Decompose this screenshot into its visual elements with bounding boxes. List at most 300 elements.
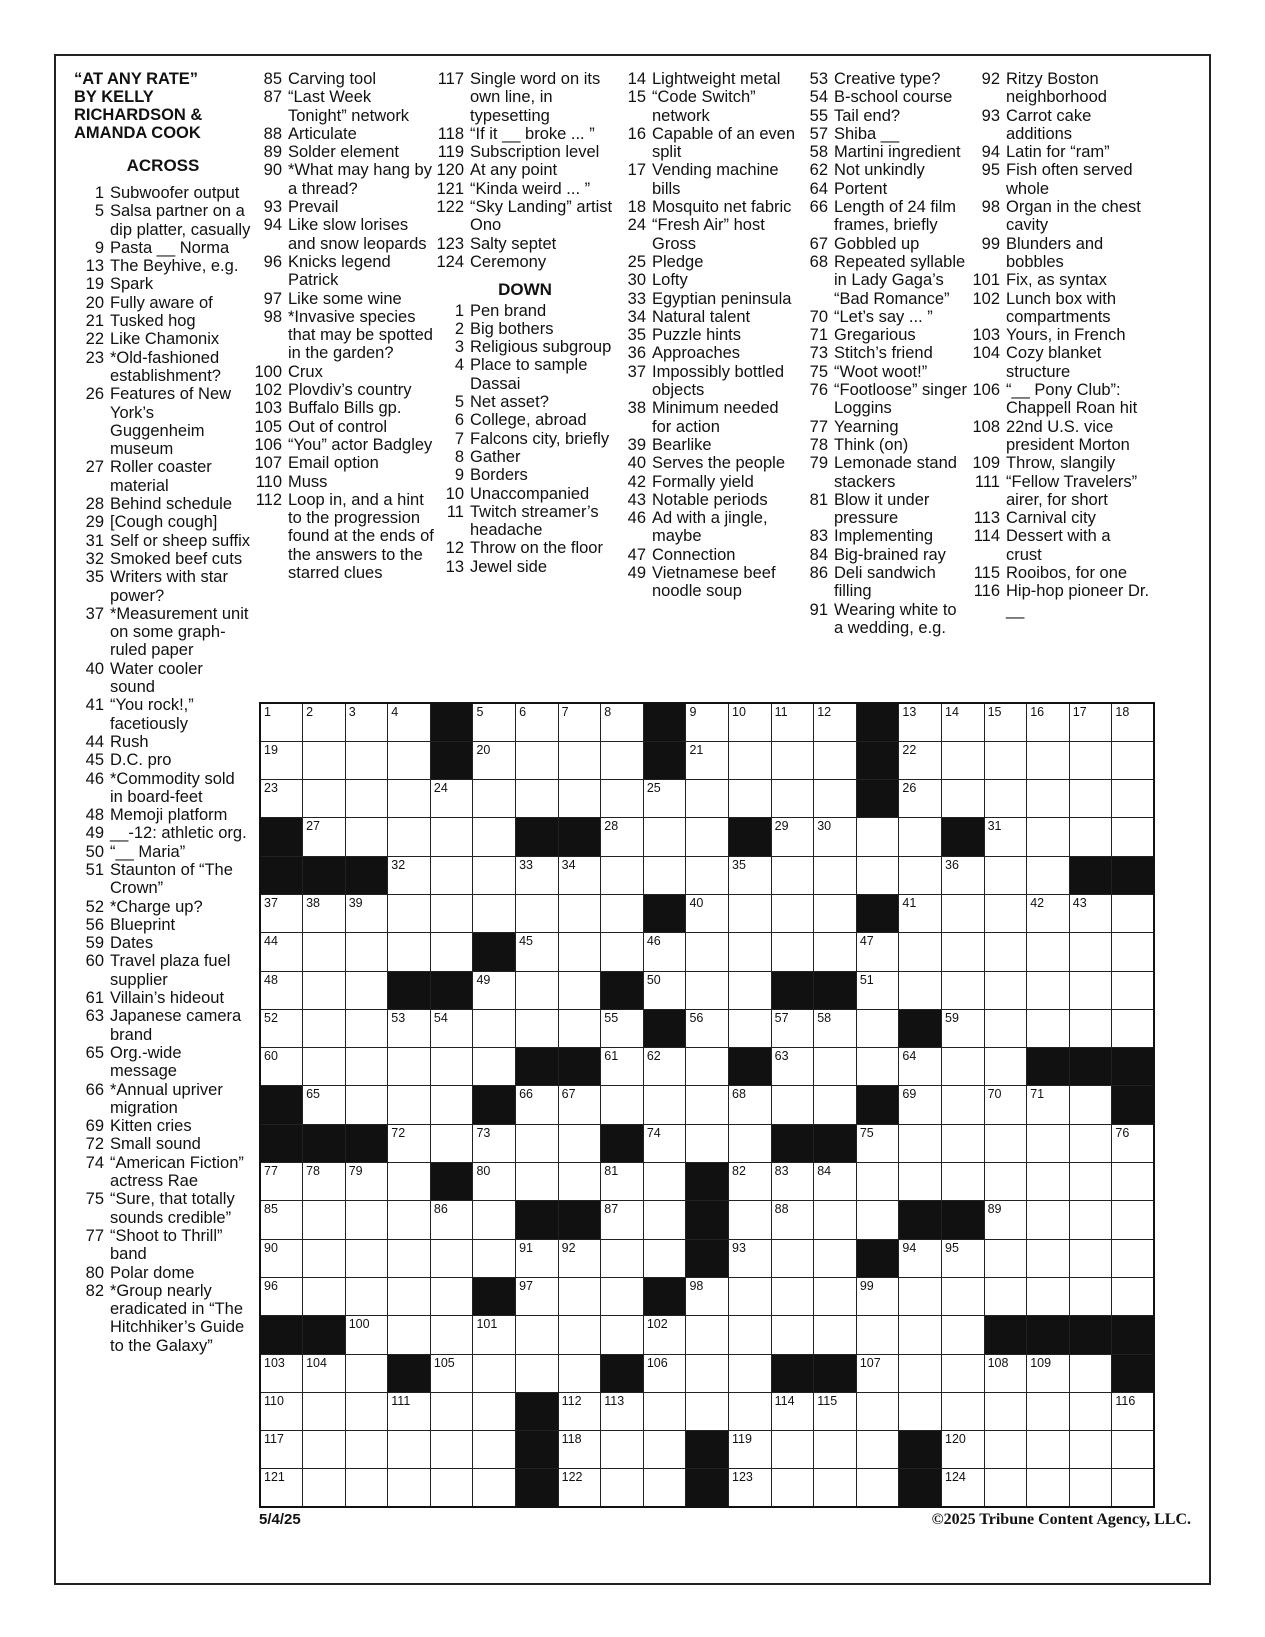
grid-cell[interactable]: [558, 1431, 601, 1469]
grid-cell[interactable]: [856, 856, 899, 894]
grid-cell[interactable]: [516, 1316, 559, 1354]
grid-cell[interactable]: [899, 1086, 942, 1124]
grid-cell[interactable]: [984, 1163, 1027, 1201]
grid-cell[interactable]: [942, 1048, 985, 1086]
grid-cell[interactable]: [558, 1354, 601, 1392]
grid-cell[interactable]: [473, 1316, 516, 1354]
grid-cell[interactable]: [516, 1009, 559, 1047]
grid-cell[interactable]: [345, 1277, 388, 1315]
grid-cell[interactable]: [1027, 894, 1070, 932]
grid-cell[interactable]: [303, 1277, 346, 1315]
grid-cell[interactable]: [984, 1201, 1027, 1239]
grid-cell[interactable]: [729, 971, 772, 1009]
grid-cell[interactable]: [260, 1201, 303, 1239]
grid-cell[interactable]: [473, 1163, 516, 1201]
grid-cell[interactable]: [388, 1316, 431, 1354]
grid-cell[interactable]: [856, 1431, 899, 1469]
grid-cell[interactable]: [814, 1277, 857, 1315]
grid-cell[interactable]: [345, 1392, 388, 1430]
grid-cell[interactable]: [771, 780, 814, 818]
grid-cell[interactable]: [942, 1277, 985, 1315]
grid-cell[interactable]: [1027, 818, 1070, 856]
grid-cell[interactable]: [1027, 971, 1070, 1009]
grid-cell[interactable]: [771, 1277, 814, 1315]
grid-cell[interactable]: [1112, 703, 1155, 741]
grid-cell[interactable]: [1069, 1354, 1112, 1392]
grid-cell[interactable]: [814, 1048, 857, 1086]
grid-cell[interactable]: [1027, 1469, 1070, 1507]
grid-cell[interactable]: [814, 894, 857, 932]
grid-cell[interactable]: [899, 1163, 942, 1201]
grid-cell[interactable]: [686, 856, 729, 894]
grid-cell[interactable]: [303, 1009, 346, 1047]
grid-cell[interactable]: [345, 703, 388, 741]
grid-cell[interactable]: [686, 1316, 729, 1354]
grid-cell[interactable]: [1027, 1354, 1070, 1392]
grid-cell[interactable]: [260, 1163, 303, 1201]
grid-cell[interactable]: [771, 1086, 814, 1124]
grid-cell[interactable]: [729, 780, 772, 818]
grid-cell[interactable]: [1069, 818, 1112, 856]
grid-cell[interactable]: [260, 1239, 303, 1277]
grid-cell[interactable]: [1069, 1201, 1112, 1239]
grid-cell[interactable]: [942, 1354, 985, 1392]
grid-cell[interactable]: [303, 894, 346, 932]
grid-cell[interactable]: [473, 741, 516, 779]
grid-cell[interactable]: [942, 856, 985, 894]
grid-cell[interactable]: [643, 1392, 686, 1430]
grid-cell[interactable]: [430, 1201, 473, 1239]
grid-cell[interactable]: [984, 1277, 1027, 1315]
grid-cell[interactable]: [473, 818, 516, 856]
grid-cell[interactable]: [814, 856, 857, 894]
grid-cell[interactable]: [601, 703, 644, 741]
grid-cell[interactable]: [1069, 933, 1112, 971]
grid-cell[interactable]: [516, 1086, 559, 1124]
grid-cell[interactable]: [303, 818, 346, 856]
grid-cell[interactable]: [345, 1086, 388, 1124]
grid-cell[interactable]: [473, 1392, 516, 1430]
grid-cell[interactable]: [516, 1277, 559, 1315]
grid-cell[interactable]: [1112, 894, 1155, 932]
grid-cell[interactable]: [771, 741, 814, 779]
grid-cell[interactable]: [345, 780, 388, 818]
grid-cell[interactable]: [1069, 1277, 1112, 1315]
grid-cell[interactable]: [345, 1316, 388, 1354]
grid-cell[interactable]: [430, 1124, 473, 1162]
grid-cell[interactable]: [643, 856, 686, 894]
grid-cell[interactable]: [473, 1431, 516, 1469]
grid-cell[interactable]: [1069, 1086, 1112, 1124]
grid-cell[interactable]: [516, 1239, 559, 1277]
grid-cell[interactable]: [345, 1239, 388, 1277]
grid-cell[interactable]: [856, 1469, 899, 1507]
grid-cell[interactable]: [473, 1469, 516, 1507]
grid-cell[interactable]: [1027, 1201, 1070, 1239]
grid-cell[interactable]: [1027, 703, 1070, 741]
grid-cell[interactable]: [984, 1354, 1027, 1392]
grid-cell[interactable]: [1112, 1239, 1155, 1277]
grid-cell[interactable]: [643, 1354, 686, 1392]
grid-cell[interactable]: [814, 933, 857, 971]
grid-cell[interactable]: [303, 780, 346, 818]
grid-cell[interactable]: [856, 1316, 899, 1354]
grid-cell[interactable]: [558, 780, 601, 818]
grid-cell[interactable]: [643, 1431, 686, 1469]
grid-cell[interactable]: [601, 1316, 644, 1354]
grid-cell[interactable]: [942, 780, 985, 818]
grid-cell[interactable]: [729, 1316, 772, 1354]
grid-cell[interactable]: [558, 1163, 601, 1201]
grid-cell[interactable]: [260, 971, 303, 1009]
grid-cell[interactable]: [388, 1277, 431, 1315]
grid-cell[interactable]: [601, 894, 644, 932]
grid-cell[interactable]: [1027, 1086, 1070, 1124]
grid-cell[interactable]: [643, 1201, 686, 1239]
grid-cell[interactable]: [303, 971, 346, 1009]
grid-cell[interactable]: [1027, 780, 1070, 818]
grid-cell[interactable]: [388, 1163, 431, 1201]
grid-cell[interactable]: [984, 741, 1027, 779]
grid-cell[interactable]: [601, 741, 644, 779]
grid-cell[interactable]: [856, 1354, 899, 1392]
grid-cell[interactable]: [1112, 971, 1155, 1009]
grid-cell[interactable]: [430, 933, 473, 971]
grid-cell[interactable]: [430, 894, 473, 932]
grid-cell[interactable]: [260, 1048, 303, 1086]
grid-cell[interactable]: [942, 1239, 985, 1277]
grid-cell[interactable]: [984, 703, 1027, 741]
grid-cell[interactable]: [814, 1431, 857, 1469]
grid-cell[interactable]: [388, 894, 431, 932]
grid-cell[interactable]: [1069, 1163, 1112, 1201]
grid-cell[interactable]: [899, 1048, 942, 1086]
grid-cell[interactable]: [899, 818, 942, 856]
grid-cell[interactable]: [899, 1239, 942, 1277]
grid-cell[interactable]: [473, 1048, 516, 1086]
grid-cell[interactable]: [942, 1124, 985, 1162]
grid-cell[interactable]: [1027, 1277, 1070, 1315]
grid-cell[interactable]: [1027, 741, 1070, 779]
grid-cell[interactable]: [430, 1431, 473, 1469]
grid-cell[interactable]: [686, 1124, 729, 1162]
grid-cell[interactable]: [388, 1201, 431, 1239]
grid-cell[interactable]: [473, 894, 516, 932]
grid-cell[interactable]: [771, 1163, 814, 1201]
grid-cell[interactable]: [558, 1392, 601, 1430]
grid-cell[interactable]: [558, 856, 601, 894]
grid-cell[interactable]: [686, 971, 729, 1009]
grid-cell[interactable]: [984, 1048, 1027, 1086]
grid-cell[interactable]: [1027, 933, 1070, 971]
grid-cell[interactable]: [856, 818, 899, 856]
grid-cell[interactable]: [729, 1201, 772, 1239]
grid-cell[interactable]: [1112, 1469, 1155, 1507]
grid-cell[interactable]: [984, 780, 1027, 818]
grid-cell[interactable]: [601, 1163, 644, 1201]
grid-cell[interactable]: [430, 1009, 473, 1047]
grid-cell[interactable]: [942, 703, 985, 741]
grid-cell[interactable]: [899, 894, 942, 932]
grid-cell[interactable]: [303, 1354, 346, 1392]
grid-cell[interactable]: [260, 1277, 303, 1315]
grid-cell[interactable]: [643, 1469, 686, 1507]
grid-cell[interactable]: [984, 856, 1027, 894]
grid-cell[interactable]: [516, 1124, 559, 1162]
grid-cell[interactable]: [856, 1163, 899, 1201]
grid-cell[interactable]: [473, 1201, 516, 1239]
grid-cell[interactable]: [899, 1277, 942, 1315]
grid-cell[interactable]: [388, 1124, 431, 1162]
grid-cell[interactable]: [856, 1124, 899, 1162]
grid-cell[interactable]: [729, 1392, 772, 1430]
grid-cell[interactable]: [729, 1124, 772, 1162]
grid-cell[interactable]: [430, 1392, 473, 1430]
grid-cell[interactable]: [643, 1163, 686, 1201]
grid-cell[interactable]: [771, 1392, 814, 1430]
grid-cell[interactable]: [643, 933, 686, 971]
grid-cell[interactable]: [1069, 703, 1112, 741]
grid-cell[interactable]: [686, 1086, 729, 1124]
grid-cell[interactable]: [899, 971, 942, 1009]
grid-cell[interactable]: [430, 780, 473, 818]
grid-cell[interactable]: [643, 1239, 686, 1277]
grid-cell[interactable]: [1027, 1124, 1070, 1162]
grid-cell[interactable]: [899, 741, 942, 779]
grid-cell[interactable]: [942, 1009, 985, 1047]
grid-cell[interactable]: [643, 1124, 686, 1162]
grid-cell[interactable]: [388, 1431, 431, 1469]
grid-cell[interactable]: [388, 1469, 431, 1507]
grid-cell[interactable]: [856, 1277, 899, 1315]
grid-cell[interactable]: [516, 741, 559, 779]
grid-cell[interactable]: [345, 1048, 388, 1086]
grid-cell[interactable]: [516, 856, 559, 894]
grid-cell[interactable]: [1069, 971, 1112, 1009]
grid-cell[interactable]: [516, 1354, 559, 1392]
grid-cell[interactable]: [473, 971, 516, 1009]
grid-cell[interactable]: [942, 894, 985, 932]
grid-cell[interactable]: [601, 1201, 644, 1239]
grid-cell[interactable]: [558, 1469, 601, 1507]
grid-cell[interactable]: [345, 1469, 388, 1507]
grid-cell[interactable]: [473, 703, 516, 741]
grid-cell[interactable]: [473, 1124, 516, 1162]
grid-cell[interactable]: [1027, 1239, 1070, 1277]
grid-cell[interactable]: [601, 1048, 644, 1086]
grid-cell[interactable]: [303, 1469, 346, 1507]
grid-cell[interactable]: [686, 1048, 729, 1086]
grid-cell[interactable]: [984, 1124, 1027, 1162]
grid-cell[interactable]: [814, 1469, 857, 1507]
grid-cell[interactable]: [771, 818, 814, 856]
grid-cell[interactable]: [388, 818, 431, 856]
grid-cell[interactable]: [345, 741, 388, 779]
grid-cell[interactable]: [1112, 1124, 1155, 1162]
grid-cell[interactable]: [771, 1048, 814, 1086]
grid-cell[interactable]: [473, 1354, 516, 1392]
grid-cell[interactable]: [430, 856, 473, 894]
grid-cell[interactable]: [345, 971, 388, 1009]
grid-cell[interactable]: [814, 703, 857, 741]
grid-cell[interactable]: [303, 1086, 346, 1124]
grid-cell[interactable]: [303, 933, 346, 971]
crossword-grid[interactable]: [259, 702, 1155, 1508]
grid-cell[interactable]: [771, 856, 814, 894]
grid-cell[interactable]: [729, 856, 772, 894]
grid-cell[interactable]: [1112, 780, 1155, 818]
grid-cell[interactable]: [643, 780, 686, 818]
grid-cell[interactable]: [729, 1277, 772, 1315]
grid-cell[interactable]: [430, 1354, 473, 1392]
grid-cell[interactable]: [899, 1354, 942, 1392]
grid-cell[interactable]: [899, 780, 942, 818]
grid-cell[interactable]: [686, 894, 729, 932]
grid-cell[interactable]: [643, 971, 686, 1009]
grid-cell[interactable]: [558, 741, 601, 779]
grid-cell[interactable]: [260, 1469, 303, 1507]
grid-cell[interactable]: [1112, 1431, 1155, 1469]
grid-cell[interactable]: [516, 780, 559, 818]
grid-cell[interactable]: [856, 1392, 899, 1430]
grid-cell[interactable]: [686, 933, 729, 971]
grid-cell[interactable]: [601, 818, 644, 856]
grid-cell[interactable]: [430, 1316, 473, 1354]
grid-cell[interactable]: [899, 703, 942, 741]
grid-cell[interactable]: [899, 933, 942, 971]
grid-cell[interactable]: [1112, 1009, 1155, 1047]
grid-cell[interactable]: [814, 1392, 857, 1430]
grid-cell[interactable]: [984, 1239, 1027, 1277]
grid-cell[interactable]: [558, 1239, 601, 1277]
grid-cell[interactable]: [303, 1431, 346, 1469]
grid-cell[interactable]: [388, 780, 431, 818]
grid-cell[interactable]: [260, 1009, 303, 1047]
grid-cell[interactable]: [814, 1086, 857, 1124]
grid-cell[interactable]: [1027, 1009, 1070, 1047]
grid-cell[interactable]: [388, 1239, 431, 1277]
grid-cell[interactable]: [942, 741, 985, 779]
grid-cell[interactable]: [729, 1239, 772, 1277]
grid-cell[interactable]: [558, 933, 601, 971]
grid-cell[interactable]: [388, 1086, 431, 1124]
grid-cell[interactable]: [899, 1392, 942, 1430]
grid-cell[interactable]: [771, 1316, 814, 1354]
grid-cell[interactable]: [771, 703, 814, 741]
grid-cell[interactable]: [686, 703, 729, 741]
grid-cell[interactable]: [601, 1009, 644, 1047]
grid-cell[interactable]: [516, 894, 559, 932]
grid-cell[interactable]: [729, 933, 772, 971]
grid-cell[interactable]: [601, 1086, 644, 1124]
grid-cell[interactable]: [1069, 741, 1112, 779]
grid-cell[interactable]: [260, 741, 303, 779]
grid-cell[interactable]: [601, 933, 644, 971]
grid-cell[interactable]: [899, 1124, 942, 1162]
grid-cell[interactable]: [686, 1354, 729, 1392]
grid-cell[interactable]: [771, 933, 814, 971]
grid-cell[interactable]: [1069, 1431, 1112, 1469]
grid-cell[interactable]: [984, 818, 1027, 856]
grid-cell[interactable]: [984, 894, 1027, 932]
grid-cell[interactable]: [942, 933, 985, 971]
grid-cell[interactable]: [771, 1009, 814, 1047]
grid-cell[interactable]: [516, 703, 559, 741]
grid-cell[interactable]: [601, 1431, 644, 1469]
grid-cell[interactable]: [686, 1277, 729, 1315]
grid-cell[interactable]: [984, 933, 1027, 971]
grid-cell[interactable]: [1069, 1392, 1112, 1430]
grid-cell[interactable]: [942, 1163, 985, 1201]
grid-cell[interactable]: [303, 1392, 346, 1430]
grid-cell[interactable]: [856, 1048, 899, 1086]
grid-cell[interactable]: [1112, 1277, 1155, 1315]
grid-cell[interactable]: [601, 780, 644, 818]
grid-cell[interactable]: [643, 1048, 686, 1086]
grid-cell[interactable]: [771, 1431, 814, 1469]
grid-cell[interactable]: [771, 1239, 814, 1277]
grid-cell[interactable]: [260, 933, 303, 971]
grid-cell[interactable]: [1069, 1124, 1112, 1162]
grid-cell[interactable]: [1069, 1239, 1112, 1277]
grid-cell[interactable]: [942, 1316, 985, 1354]
grid-cell[interactable]: [1112, 1163, 1155, 1201]
grid-cell[interactable]: [1027, 1392, 1070, 1430]
grid-cell[interactable]: [814, 741, 857, 779]
grid-cell[interactable]: [430, 1239, 473, 1277]
grid-cell[interactable]: [601, 1392, 644, 1430]
grid-cell[interactable]: [558, 1316, 601, 1354]
grid-cell[interactable]: [430, 1277, 473, 1315]
grid-cell[interactable]: [1027, 1163, 1070, 1201]
grid-cell[interactable]: [1069, 1009, 1112, 1047]
grid-cell[interactable]: [942, 1392, 985, 1430]
grid-cell[interactable]: [856, 971, 899, 1009]
grid-cell[interactable]: [345, 1431, 388, 1469]
grid-cell[interactable]: [729, 1354, 772, 1392]
grid-cell[interactable]: [260, 780, 303, 818]
grid-cell[interactable]: [1112, 818, 1155, 856]
grid-cell[interactable]: [814, 1009, 857, 1047]
grid-cell[interactable]: [260, 1354, 303, 1392]
grid-cell[interactable]: [558, 1009, 601, 1047]
grid-cell[interactable]: [942, 1086, 985, 1124]
grid-cell[interactable]: [729, 1469, 772, 1507]
grid-cell[interactable]: [260, 1431, 303, 1469]
grid-cell[interactable]: [643, 1316, 686, 1354]
grid-cell[interactable]: [729, 703, 772, 741]
grid-cell[interactable]: [430, 1086, 473, 1124]
grid-cell[interactable]: [814, 780, 857, 818]
grid-cell[interactable]: [388, 1048, 431, 1086]
grid-cell[interactable]: [473, 780, 516, 818]
grid-cell[interactable]: [856, 1201, 899, 1239]
grid-cell[interactable]: [729, 741, 772, 779]
grid-cell[interactable]: [601, 1239, 644, 1277]
grid-cell[interactable]: [686, 741, 729, 779]
grid-cell[interactable]: [856, 933, 899, 971]
grid-cell[interactable]: [303, 703, 346, 741]
grid-cell[interactable]: [558, 1124, 601, 1162]
grid-cell[interactable]: [984, 971, 1027, 1009]
grid-cell[interactable]: [899, 856, 942, 894]
grid-cell[interactable]: [729, 894, 772, 932]
grid-cell[interactable]: [303, 1048, 346, 1086]
grid-cell[interactable]: [516, 933, 559, 971]
grid-cell[interactable]: [388, 703, 431, 741]
grid-cell[interactable]: [303, 1201, 346, 1239]
grid-cell[interactable]: [1069, 894, 1112, 932]
